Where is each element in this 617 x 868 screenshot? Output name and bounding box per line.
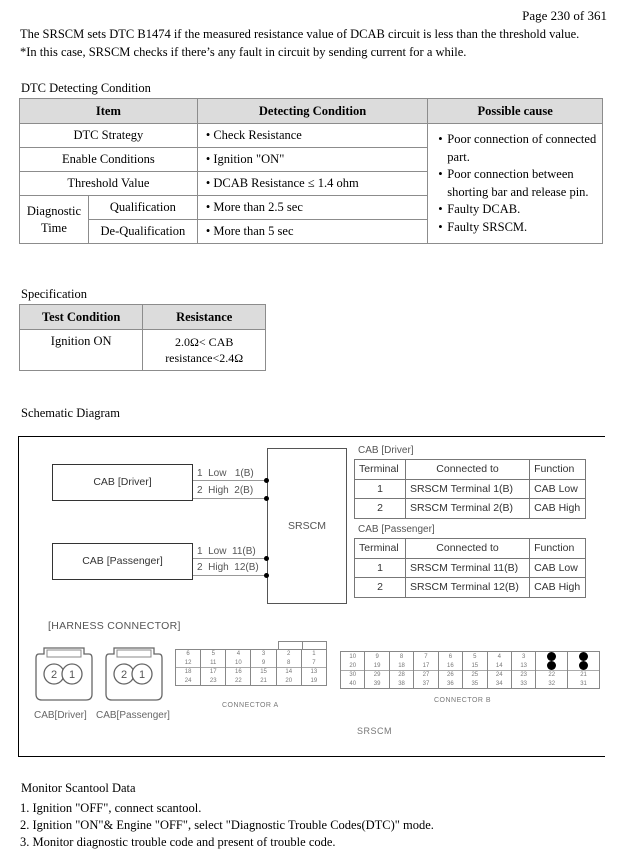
cab-driver-connector-caption: CAB[Driver] (34, 710, 87, 721)
cause-item: • Faulty SRSCM. (438, 219, 602, 237)
condition-cell: • Ignition "ON" (197, 148, 427, 172)
header-function: Function (530, 539, 586, 559)
terminal-cell: 2 (355, 499, 406, 519)
svg-text:2: 2 (120, 669, 128, 681)
header-function: Function (530, 460, 586, 480)
header-detecting-condition: Detecting Condition (197, 99, 427, 124)
cause-item: • Poor connection of connected part. (438, 131, 602, 166)
connector-a-pin-grid: 6 5 4 3 2 1 12 11 10 9 8 7 18 17 16 15 14 13 24 23 22 21 20 19 (175, 649, 327, 686)
filled-pin-icon (568, 652, 600, 662)
header-item: Item (20, 99, 198, 124)
condition-text: Check Resistance (213, 128, 302, 142)
cause-item: • Poor connection between shorting bar and release pin. (438, 166, 602, 201)
dtc-section-title: DTC Detecting Condition (21, 81, 151, 95)
page-indicator: Page 230 of 361 (522, 8, 607, 23)
connected-to-cell: SRSCM Terminal 11(B) (405, 558, 529, 578)
header-connected-to: Connected to (405, 539, 529, 559)
wire-passenger-low (193, 558, 267, 559)
srscm-label: SRSCM (288, 520, 326, 532)
filled-pin-icon (536, 661, 568, 671)
specification-table (19, 304, 266, 371)
connected-to-cell: SRSCM Terminal 1(B) (405, 479, 529, 499)
cause-item: • Faulty DCAB. (438, 201, 602, 219)
monitor-step-3: 3. Monitor diagnostic trouble code and present of trouble code. (20, 835, 336, 849)
header-resistance: Resistance (143, 305, 266, 330)
table-header-row (355, 539, 586, 559)
table-row (355, 578, 586, 598)
terminal-table-driver (354, 459, 586, 519)
item-cell: De-Qualification (88, 220, 197, 244)
condition-cell: • Check Resistance (197, 124, 427, 148)
svg-text:2: 2 (50, 669, 58, 681)
wire-label-driver-low: 1 Low 1(B) (197, 468, 254, 479)
terminal-table-caption-driver: CAB [Driver] (358, 445, 414, 456)
header-test-condition: Test Condition (20, 305, 143, 330)
terminal-cell: 1 (355, 479, 406, 499)
wire-driver-high (193, 498, 267, 499)
function-cell: CAB Low (530, 558, 586, 578)
cab-driver-connector-icon (34, 644, 94, 706)
resistance-line-2: resistance<2.4Ω (165, 351, 244, 365)
wire-label-passenger-high: 2 High 12(B) (197, 562, 259, 573)
item-cell: DTC Strategy (20, 124, 198, 148)
item-cell: Enable Conditions (20, 148, 198, 172)
table-header-row (20, 305, 266, 330)
wire-passenger-high (193, 575, 267, 576)
dtc-condition-table (19, 98, 603, 244)
intro-text-line-1: The SRSCM sets DTC B1474 if the measured resistance value of DCAB circuit is less than the threshold value. (20, 27, 580, 41)
monitor-step-1: 1. Ignition "OFF", connect scantool. (20, 801, 202, 815)
cab-passenger-box (52, 543, 193, 580)
condition-text: More than 5 sec (213, 224, 294, 238)
table-row (20, 124, 603, 148)
svg-text:1: 1 (138, 669, 146, 681)
monitor-step-2: 2. Ignition "ON"& Engine "OFF", select "Diagnostic Trouble Codes(DTC)" mode. (20, 818, 434, 832)
resistance-line-1: 2.0Ω< CAB (175, 335, 234, 349)
cab-passenger-connector-icon (104, 644, 164, 706)
condition-text: More than 2.5 sec (213, 200, 303, 214)
filled-pin-icon (536, 652, 568, 662)
header-terminal: Terminal (355, 539, 406, 559)
table-row (355, 479, 586, 499)
condition-cell: • More than 2.5 sec (197, 196, 427, 220)
cab-passenger-label: CAB [Passenger] (82, 555, 163, 567)
wire-label-passenger-low: 1 Low 11(B) (197, 546, 256, 557)
junction-dot (264, 573, 269, 578)
srscm-box (267, 448, 347, 604)
group-cell: Diagnostic Time (20, 196, 89, 244)
condition-text: DCAB Resistance ≤ 1.4 ohm (213, 176, 359, 190)
terminal-table-caption-passenger: CAB [Passenger] (358, 524, 435, 535)
connector-b-caption: CONNECTOR B (434, 697, 492, 704)
schematic-section-title: Schematic Diagram (21, 406, 120, 420)
junction-dot (264, 556, 269, 561)
connector-b-pin-grid: 10 9 8 7 6 5 4 3 20 19 18 17 16 15 14 13 30 29 28 27 26 25 24 23 22 21 40 39 38 37 36 35 34 33 32 31 (340, 651, 600, 689)
intro-text-line-2: *In this case, SRSCM checks if there’s any fault in circuit by sending current for a while. (20, 45, 467, 59)
monitor-section-title: Monitor Scantool Data (21, 781, 136, 795)
cab-driver-box (52, 464, 193, 501)
item-cell: Qualification (88, 196, 197, 220)
condition-text: Ignition "ON" (213, 152, 285, 166)
function-cell: CAB High (530, 499, 586, 519)
junction-dot (264, 496, 269, 501)
table-header-row (355, 460, 586, 480)
terminal-cell: 2 (355, 578, 406, 598)
possible-cause-cell (428, 124, 603, 244)
wire-label-driver-high: 2 High 2(B) (197, 485, 254, 496)
table-row (355, 558, 586, 578)
header-terminal: Terminal (355, 460, 406, 480)
spec-section-title: Specification (21, 287, 87, 301)
cab-driver-label: CAB [Driver] (93, 476, 152, 488)
svg-text:1: 1 (68, 669, 76, 681)
connector-a-latch-divider (302, 641, 303, 649)
function-cell: CAB Low (530, 479, 586, 499)
table-header-row (20, 99, 603, 124)
wire-driver-low (193, 480, 267, 481)
header-connected-to: Connected to (405, 460, 529, 480)
condition-cell: • DCAB Resistance ≤ 1.4 ohm (197, 172, 427, 196)
cause-list (428, 131, 602, 236)
terminal-table-passenger (354, 538, 586, 598)
header-possible-cause: Possible cause (428, 99, 603, 124)
table-row (355, 499, 586, 519)
connected-to-cell: SRSCM Terminal 12(B) (405, 578, 529, 598)
resistance-cell (143, 330, 266, 371)
cab-passenger-connector-caption: CAB[Passenger] (96, 710, 170, 721)
condition-cell: • More than 5 sec (197, 220, 427, 244)
terminal-cell: 1 (355, 558, 406, 578)
junction-dot (264, 478, 269, 483)
connector-a-caption: CONNECTOR A (222, 702, 279, 709)
connected-to-cell: SRSCM Terminal 2(B) (405, 499, 529, 519)
test-condition-cell: Ignition ON (20, 330, 143, 371)
harness-connector-title: [HARNESS CONNECTOR] (48, 620, 181, 632)
function-cell: CAB High (530, 578, 586, 598)
srscm-connector-caption: SRSCM (357, 726, 393, 736)
item-cell: Threshold Value (20, 172, 198, 196)
filled-pin-icon (568, 661, 600, 671)
table-row (20, 330, 266, 371)
